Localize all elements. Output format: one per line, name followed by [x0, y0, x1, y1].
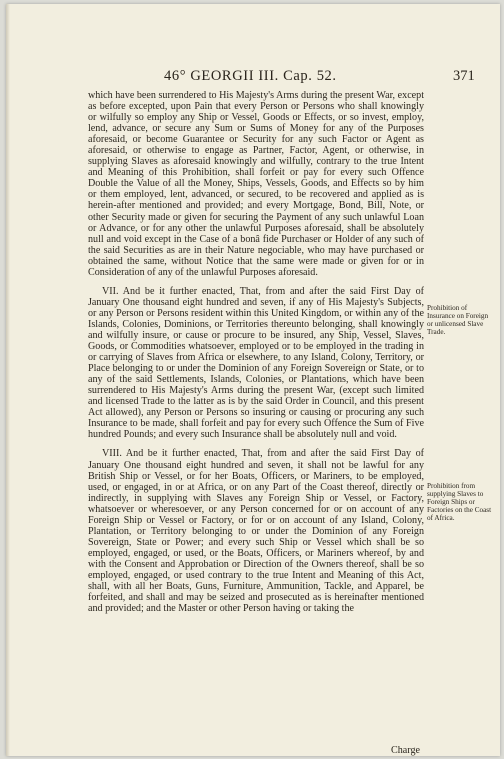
body-text: [88, 90, 424, 614]
page-number: 371: [453, 68, 475, 84]
section-vii: VII. And be it further enacted, That, from and after the said First Day of January One thousand eight hundred and seven, if any of His Majesty's Subjects, or any Person or Persons resident within this United Kingdom, or within any of the Islands, Colonies, Dominions, or Territories thereunto belonging, shall knowingly and wilfully insure, or cause or procure to be insured, any Ship, Vessel, Slaves, Goods, or Commodities whatsoever, employed or to be employed in the trading in or carrying of Slaves from Africa or elsewhere, to any Island, Colony, Territory, or Place belonging to or under the Dominion of any Foreign Sovereign or State, or to any of the said Settlements, Islands, Colonies, or Plantations, which have been surrendered to His Majesty's Arms during the present War, (except such limited and licensed Trade to the latter as is by the said Order in Council, and this present Act allowed), any Person or Persons so insuring or causing or procuring any such Insurance to be made, shall forfeit and pay for every such Offence the Sum of Five hundred Pounds; and every such Insurance shall be absolutely null and void.: [88, 285, 424, 441]
page-gutter-shadow: [6, 4, 10, 756]
margin-note-supplying-slaves: Prohibition from supplying Slaves to Foreign Ships or Factories on the Coast of Africa.: [427, 482, 492, 522]
catchword: Charge: [391, 745, 420, 756]
running-head: 46° GEORGII III. Cap. 52.: [164, 68, 337, 84]
section-viii: VIII. And be it further enacted, That, from and after the said First Day of January One thousand eight hundred and seven, it shall not be lawful for any British Ship or Vessel, or for her Boats, Officers, or Mariners, to be employed, used, or engaged, in or at Africa, or on any Part of the Coast thereof, directly or indirectly, in supplying with Slaves any Foreign Ship or Vessel, or Factory, whatsoever or wheresoever, or any Person concerned for or on account of any Foreign Ship or Vessel or Factory, or for or on account of any Island, Colony, Plantation, or Territory belonging to or under the Dominion of any Foreign Sovereign, State or Power; and every such Ship or Vessel which shall be so employed, engaged, or used, or the Boats, Officers, or Mariners whereof, by and with the Consent and Approbation or Direction of the Owners thereof, shall be so employed, engaged, or used contrary to the true Intent and Meaning of this Act, shall, with all her Boats, Guns, Furniture, Ammunition, Tackle, and Apparel, be forfeited, and shall and may be seized and prosecuted as is hereinafter mentioned and provided; and the Master or other Person having or taking the: [88, 448, 424, 615]
margin-note-insurance: Prohibition of Insurance on Foreign or unlicensed Slave Trade.: [427, 304, 489, 336]
paragraph-continuation: which have been surrendered to His Majesty's Arms during the present War, except as before excepted, upon Pain that every Person or Persons who shall knowingly or wilfully so employ any Ship or Vessel, Goods or Effects, or so invest, employ, lend, advance, or secure any Sum or Sums of Money for any of the Purposes aforesaid, or become Guarantee or Security for any such Factor or Agent as aforesaid, or otherwise to engage as Partner, Factor, Agent, or otherwise, in supplying Slaves as aforesaid knowingly and wilfully, contrary to the true Intent and Meaning of this Prohibition, shall forfeit or pay for every such Offence Double the Value of all the Money, Ships, Vessels, Goods, and Effects so by him or them employed, lent, advanced, or secured, to be recovered and applied as is herein-after mentioned and provided; and every Mortgage, Bond, Bill, Note, or other Security made or given for securing the Payment of any such unlawful Loan or Advance, or for any other the unlawful Purposes aforesaid, shall be absolutely null and void except in the Case of a bonâ fide Purchaser or Holder of any such of the said Securities as are in their Nature negociable, who may have purchased or obtained the same, without Notice that the same were made or given for or in Consideration of any of the unlawful Purposes aforesaid.: [88, 90, 424, 278]
document-page: [6, 4, 500, 756]
page-header: [6, 68, 500, 88]
